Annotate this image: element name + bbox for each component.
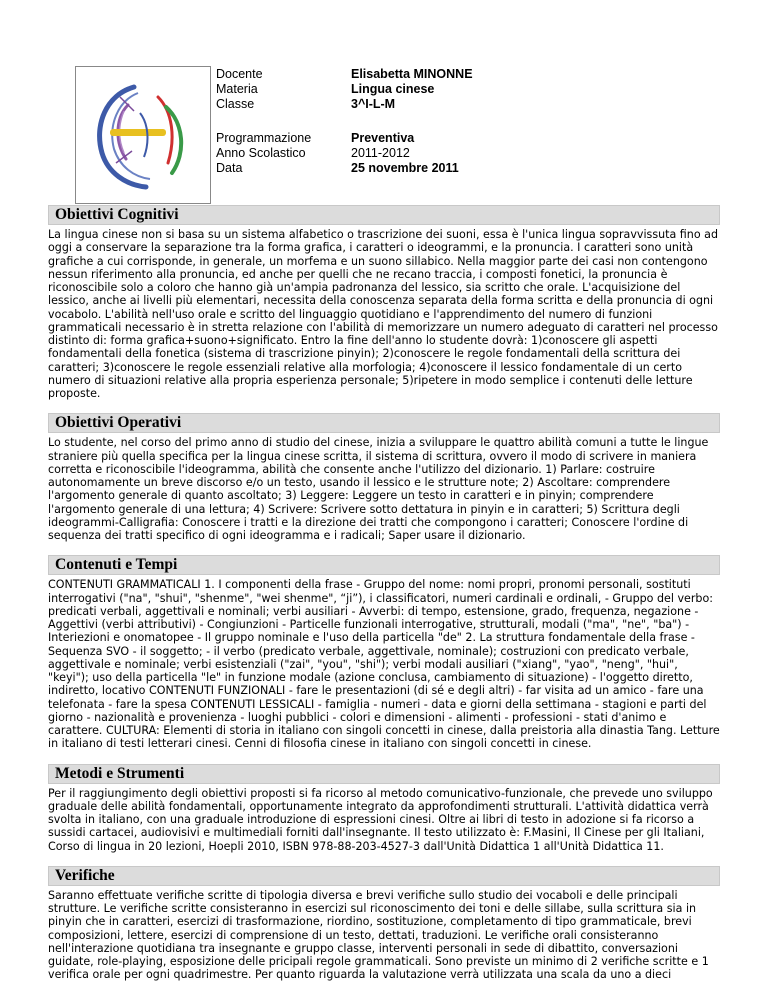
label-programmazione: Programmazione [216,131,312,145]
section-text: Saranno effettuate verifiche scritte di tipologia diversa e brevi verifiche sullo studio dei vocaboli e delle principali strutture. Le verifiche scritte consisteranno in esercizi sul riconoscimento dei toni e delle sillabe, sulla scrittura sia in pinyin che in caratteri, esercizi di trasformazione, riordino, sostituzione, completamento di tipo grammaticale, brevi composizioni, lettere, esercizi di comprensione di un testo, dettati, traduzioni. Le verifiche orali consisteranno nell'interazione quotidiana tra insegnante e gruppo classe, interventi personali in sede di dibattito, conversazioni guidate, role-playing, esposizione delle pricipali regole grammaticali. Sono previste un minimo di 2 verifiche scritte e 1 verifica orale per ogni quadrimestre. Per quanto riguarda la valutazione verrà utilizzata una scala da uno a dieci [48,888,709,982]
label-classe: Classe [216,97,255,111]
section-heading: Contenuti e Tempi [48,555,720,575]
section-text: La lingua cinese non si basa su un sistema alfabetico o trascrizione dei suoni, essa è l'unica lingua sopravvissuta fino ad oggi a conservare la separazione tra la forma grafica, i caratteri o ideogrammi, e la pronuncia. I caratteri sono unità grafiche a cui corrisponde, in generale, un morfema e un suono sillabico. Nella maggior parte dei casi non contengono nessun riferimento alla pronuncia, ed anche per quelli che ne recano traccia, i composti fonetici, la pronuncia è riconoscibile solo a coloro che hanno già un'ampia padronanza del lessico, sia scritto che orale. L'acquisizione del lessico, anche ai livelli più elementari, necessita della conoscenza separata della forma scritta e della pronuncia di ogni vocabolo. L'abilità nell'uso orale e scritto del linguaggio quotidiano e l'apprendimento del numero di funzioni grammaticali necessario è in stretta relazione con l'abilità di memorizzare un numero adeguato di caratteri nel processo distinto di: forma grafica+suono+significato. Entro la fine dell'anno lo studente dovrà: 1)conoscere gli aspetti fondamentali della fonetica (sistema di trascrizione pinyin); 2)conoscere le regole fondamentali della scrittura dei caratteri; 3)conoscere le regole essenziali relative alla morfologia; 4)conoscere il lessico fondamentale di un certo numero di situazioni relative alla propria esperienza personale; 5)ripetere in modo semplice i contenuti delle letture proposte. [48,228,718,400]
label-data: Data [216,161,243,175]
section-obiettivi-operativi [48,413,720,542]
value-materia: Lingua cinese [351,82,435,96]
section-text: CONTENUTI GRAMMATICALI 1. I componenti della frase - Gruppo del nome: nomi propri, pronomi personali, sostituti interrogativi ("na", "shui", "shenme", "wei shenme", “ji”), i classificatori, numeri cardinali e ordinali, - Gruppo del verbo: predicati verbali, aggettivali e nominali; verbi ausiliari - Avverbi: di tempo, estensione, grado, frequenza, negazione - Aggettivi (verbi attributivi) - Congiunzioni - Particelle funzionali interrogative, strutturali, modali ("ma", "ne", "ba") - Interiezioni e onomatopee - Il gruppo nominale e l'uso della particella "de" 2. La struttura fondamentale della frase - Sequenza SVO - il soggetto; - il verbo (predicato verbale, aggettivale, nominale); costruzioni con predicato verbale, aggettivale e nominale; verbi esistenziali ("zai", "you", "shi"); verbi modali ausiliari ("xiang", "yao", "neng", "hui", "keyi"); uso della particella "le" in funzione modale (azione conclusa, cambiamento di situazione) - l'oggetto diretto, indiretto, locativo CONTENUTI FUNZIONALI - fare le presentazioni (di sé e degli altri) - far visita ad un amico - fare una telefonata - fare la spesa CONTENUTI LESSICALI - famiglia - numeri - data e giorni della settimana - stagioni e parti del giorno - nazionalità e provenienza - luoghi pubblici - colori e dimensioni - alimenti - professioni - stati d'animo e carattere. CULTURA: Elementi di storia in italiano con singoli concetti in cinese, dalla preistoria alla dinastia Tang. Letture in italiano di testi letterari cinesi. Cenni di filosofia cinese in italiano con singoli concetti in cinese. [48,578,720,751]
section-heading: Verifiche [48,866,720,886]
section-contenuti-e-tempi [48,555,720,750]
label-materia: Materia [216,82,258,96]
document-content [48,205,720,982]
school-logo [75,66,211,204]
section-heading: Obiettivi Operativi [48,413,720,433]
header-values [351,67,473,176]
section-metodi-e-strumenti [48,764,720,853]
section-text: Lo studente, nel corso del primo anno di studio del cinese, inizia a sviluppare le quattro abilità comuni a tutte le lingue straniere più quella specifica per la lingua cinese scritta, il sistema di scrittura, ovvero il modo di scrivere in maniera corretta e riconoscibile l'ideogramma, abilità che consente anche l'utilizzo del dizionario. 1) Parlare: costruire autonomamente un breve discorso e/o un testo, usando il lessico e le strutture note; 2) Ascoltare: comprendere l'argomento generale di quanto ascoltato; 3) Leggere: Leggere un testo in caratteri e in pinyin; comprendere l'argomento generale di una lettura; 4) Scrivere: Scrivere sotto dettatura in pinyin e in caratteri; 5) Scrittura degli ideogrammi-Calligrafia: Conoscere i tratti e la direzione dei tratti che compongono i caratteri; Conoscere l'ordine di sequenza dei tratti specifico di ogni ideogramma e i radicali; Saper usare il dizionario. [48,436,709,542]
header-labels [216,67,311,176]
value-classe: 3^I-L-M [351,97,396,111]
school-logo-graphic [76,67,210,203]
value-programmazione: Preventiva [351,131,415,145]
label-docente: Docente [216,67,263,81]
section-verifiche [48,866,720,982]
section-obiettivi-cognitivi [48,205,720,400]
section-text: Per il raggiungimento degli obiettivi proposti si fa ricorso al metodo comunicativo-funzionale, che prevede uno sviluppo graduale delle abilità fondamentali, opportunamente integrato da approfondimenti strutturali. L'attività didattica verrà svolta in italiano, con una graduale introduzione di espressioni cinesi. Oltre ai libri di testo in adozione si fa ricorso a sussidi cartacei, audiovisivi e multimediali forniti dall'insegnante. Il testo utilizzato è: F.Masini, Il Cinese per gli Italiani, Corso di lingua in 20 lezioni, Hoepli 2010, ISBN 978-88-203-4527-3 dall'Unità Didattica 1 all'Unità Didattica 11. [48,786,713,853]
label-anno-scolastico: Anno Scolastico [216,146,306,160]
section-heading: Metodi e Strumenti [48,764,720,784]
section-heading: Obiettivi Cognitivi [48,205,720,225]
value-data: 25 novembre 2011 [351,161,459,175]
value-docente: Elisabetta MINONNE [351,67,473,81]
value-anno-scolastico: 2011-2012 [351,146,410,160]
